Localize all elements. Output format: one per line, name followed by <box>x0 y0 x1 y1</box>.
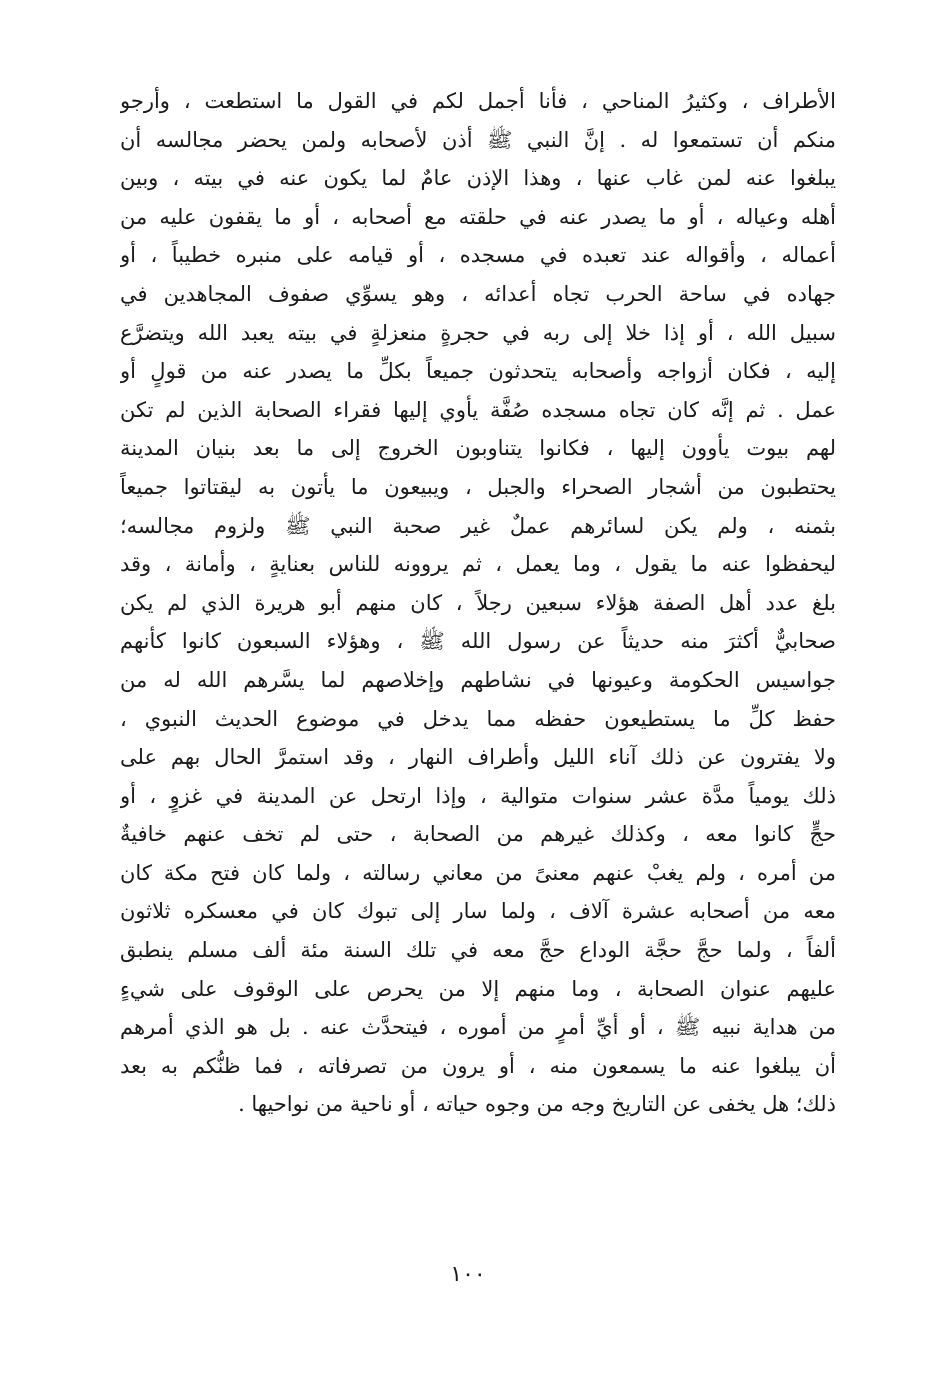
text-line: بثمنه ، ولم يكن لسائرهم عملٌ غير صحبة النبي ﷺ ولزوم مجالسه؛ <box>120 513 836 538</box>
text-line: صحابيٌّ أكثرَ منه حديثاً عن رسول الله ﷺ ، وهؤلاء السبعون كانوا كأنهم <box>120 629 836 654</box>
text-line: يحتطبون من أشجار الصحراء والجبل ، ويبيعون ما يأتون به ليقتاتوا جميعاً <box>120 474 836 499</box>
text-line: لهم بيوت يأوون إليها ، فكانوا يتناوبون الخروج إلى ما بعد بنيان المدينة <box>120 436 836 461</box>
body-text <box>120 82 836 1124</box>
text-line-last: ذلك؛ هل يخفى عن التاريخ وجه من وجوه حياته ، أو ناحية من نواحيها . <box>238 1092 836 1117</box>
text-line: سبيل الله ، أو إذا خلا إلى ربه في حجرةٍ منعزلةٍ في بيته يعبد الله ويتضرَّع <box>120 320 836 345</box>
text-line: ألفاً ، ولما حجَّ حجَّة الوداع حجَّ معه في تلك السنة مئة ألف مسلم ينطبق <box>120 938 836 963</box>
text-line: عمل . ثم إنَّه كان تجاه مسجده صُفَّة يأوي إليها فقراء الصحابة الذين لم تكن <box>120 397 836 422</box>
text-line: حفظ كلِّ ما يستطيعون حفظه مما يدخل في موضوع الحديث النبوي ، <box>120 706 836 731</box>
text-line: منكم أن تستمعوا له . إنَّ النبي ﷺ أذن لأصحابه ولمن يحضر مجالسه أن <box>120 127 836 152</box>
page-number: ١٠٠ <box>450 1262 486 1287</box>
text-line: من هداية نبيه ﷺ ، أو أيِّ أمرٍ من أموره ، فيتحدَّث عنه . بل هو الذي أمرهم <box>120 1015 836 1040</box>
text-line: جهاده في ساحة الحرب تجاه أعدائه ، وهو يسوِّي صفوف المجاهدين في <box>120 281 836 306</box>
text-line: يبلغوا عنه لمن غاب عنها ، وهذا الإذن عامٌ لما يكون عنه في بيته ، وبين <box>120 166 836 191</box>
text-line: بلغ عدد أهل الصفة هؤلاء سبعين رجلاً ، كان منهم أبو هريرة الذي لم يكن <box>120 590 836 615</box>
text-line: أهله وعياله ، أو ما يصدر عنه في حلقته مع أصحابه ، أو ما يقفون عليه من <box>120 204 836 229</box>
text-line: ليحفظوا عنه ما يقول ، وما يعمل ، ثم يروونه للناس بعنايةٍ ، وأمانة ، وقد <box>120 552 836 577</box>
text-line: ولا يفترون عن ذلك آناء الليل وأطراف النهار ، وقد استمرَّ الحال بهم على <box>120 745 836 770</box>
text-line: جواسيس الحكومة وعيونها في نشاطهم وإخلاصهم لما يسَّرهم الله له من <box>120 667 836 692</box>
text-line: أن يبلغوا عنه ما يسمعون منه ، أو يرون من تصرفاته ، فما ظنُّكم به بعد <box>120 1053 836 1078</box>
text-line: معه من أصحابه عشرة آلاف ، ولما سار إلى تبوك كان في معسكره ثلاثون <box>120 899 836 924</box>
text-line: الأطراف ، وكثيرُ المناحي ، فأنا أجمل لكم في القول ما استطعت ، وأرجو <box>120 89 836 113</box>
text-line: حجٍّ كانوا معه ، وكذلك غيرهم من الصحابة ، حتى لم تخف عنهم خافيةٌ <box>120 822 836 847</box>
text-line: إليه ، فكان أزواجه وأصحابه يتحدثون جميعاً بكلِّ ما يصدر عنه من قولٍ أو <box>120 359 836 384</box>
text-line: ذلك يومياً مدَّة عشر سنوات متوالية ، وإذا ارتحل عن المدينة في غزوٍ ، أو <box>120 783 836 808</box>
text-line: أعماله ، وأقواله عند تعبده في مسجده ، أو قيامه على منبره خطيباً ، أو <box>120 243 836 268</box>
text-line: من أمره ، ولم يغبْ عنهم معنىً من معاني رسالته ، ولما كان فتح مكة كان <box>120 860 836 885</box>
text-line: عليهم عنوان الصحابة ، وما منهم إلا من يحرص على الوقوف على شيءٍ <box>120 976 836 1001</box>
